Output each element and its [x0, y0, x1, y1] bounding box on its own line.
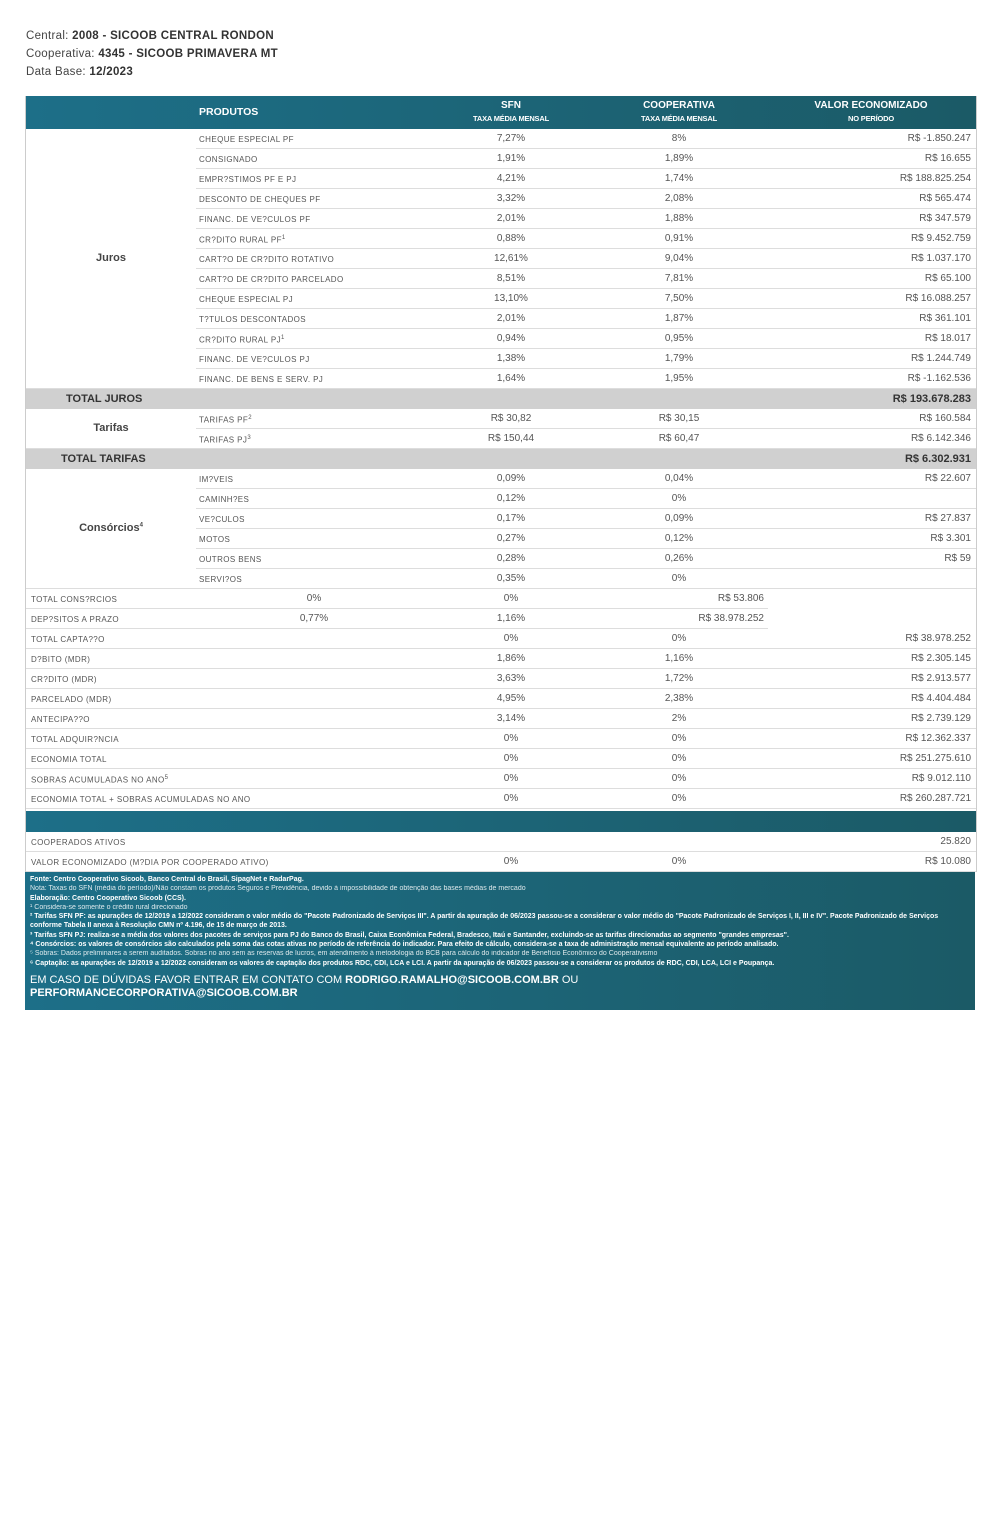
coop-rate: 0,26% [664, 553, 694, 564]
table-row [26, 149, 976, 169]
table-row [26, 789, 976, 809]
saved-value: R$ 18.017 [924, 333, 971, 344]
group-tarifas [26, 409, 976, 449]
coop-rate: 1,87% [664, 313, 694, 324]
sfn-rate: 4,21% [496, 173, 526, 184]
footnote-marker: 3 [247, 435, 252, 441]
coop-rate: 0% [671, 633, 687, 644]
sfn-rate: 1,64% [496, 373, 526, 384]
section-band [26, 811, 976, 832]
sfn-rate: 1,91% [496, 153, 526, 164]
row-label: PARCELADO (MDR) [31, 695, 112, 704]
sfn-rate: 0,12% [496, 493, 526, 504]
cooperative-label: Cooperativa: [26, 48, 95, 60]
sfn-rate: 13,10% [494, 293, 528, 304]
saved-value: R$ 65.100 [924, 273, 971, 284]
table-row [26, 189, 976, 209]
sfn-rate: 3,14% [496, 713, 526, 724]
saved-value: R$ -1.162.536 [907, 373, 971, 384]
coop-rate: R$ 60,47 [658, 433, 700, 444]
row-label: CR?DITO (MDR) [31, 675, 97, 684]
table-row [26, 689, 976, 709]
row-label: ANTECIPA??O [31, 715, 90, 724]
contact-email-2[interactable]: PERFORMANCECORPORATIVA@SICOOB.COM.BR [30, 986, 298, 999]
sfn-rate: R$ 30,82 [490, 413, 532, 424]
sfn-rate: 4,95% [496, 693, 526, 704]
saved-value: R$ 27.837 [924, 513, 971, 524]
footnote-marker: 1 [280, 335, 285, 341]
group-label: Consórcios$^4$ [79, 522, 143, 534]
database-label: Data Base: [26, 66, 86, 78]
product-name: FINANC. DE BENS E SERV. PJ [199, 375, 324, 384]
coop-rate: 0,95% [664, 333, 694, 344]
table-row [26, 649, 976, 669]
product-name: CHEQUE ESPECIAL PJ [199, 295, 294, 304]
saved-value: R$ 565.474 [919, 193, 971, 204]
saved-value: 25.820 [940, 836, 971, 847]
table-row [26, 589, 976, 609]
coop-rate: 0% [671, 493, 687, 504]
sfn-rate: 0,35% [496, 573, 526, 584]
header-coop-title: COOPERATIVA [643, 100, 715, 111]
group-label: Tarifas [93, 422, 129, 434]
footnote-line: Elaboração: Centro Cooperativo Sicoob (CCS). [30, 894, 186, 902]
footer-notes [25, 872, 975, 1010]
header-coop-sub: TAXA MÉDIA MENSAL [641, 114, 717, 123]
row-label: DEP?SITOS A PRAZO [31, 615, 120, 624]
coop-rate: 0,09% [664, 513, 694, 524]
sfn-rate: 8,51% [496, 273, 526, 284]
saved-value: R$ 2.305.145 [910, 653, 971, 664]
table-row [26, 289, 976, 309]
footnote-marker: 2 [248, 415, 252, 421]
coop-rate: 0,12% [664, 533, 694, 544]
coop-rate: 2% [671, 713, 687, 724]
coop-rate: 2,38% [664, 693, 694, 704]
coop-rate: 9,04% [664, 253, 694, 264]
table-row [26, 469, 976, 489]
table-row [26, 729, 976, 749]
table-row [26, 349, 976, 369]
sfn-rate: 0% [306, 593, 322, 604]
product-name: T?TULOS DESCONTADOS [199, 315, 307, 324]
central-label: Central: [26, 30, 69, 42]
saved-value: R$ 4.404.484 [910, 693, 971, 704]
sfn-rate: 7,27% [496, 133, 526, 144]
saved-value: R$ 260.287.721 [899, 793, 971, 804]
saved-value: R$ 347.579 [919, 213, 971, 224]
coop-rate: 1,16% [664, 653, 694, 664]
product-name: CR?DITO RURAL $PF^1$ [199, 235, 286, 245]
group-juros [26, 129, 976, 389]
saved-value: R$ 16.655 [924, 153, 971, 164]
sfn-rate: 0% [503, 773, 519, 784]
sfn-rate: 12,61% [494, 253, 528, 264]
group-consórcios [26, 469, 976, 589]
coop-rate: 0% [671, 573, 687, 584]
sfn-rate: 0% [503, 753, 519, 764]
row-label: SOBRAS ACUMULADAS NO ANO$^5$ [31, 775, 169, 785]
product-name: CR?DITO RURAL $PJ^1$ [199, 335, 285, 345]
coop-rate: 1,74% [664, 173, 694, 184]
table-row [26, 609, 976, 629]
product-name: FINANC. DE VE?CULOS PJ [199, 355, 310, 364]
table-row [26, 269, 976, 289]
product-name: VE?CULOS [199, 515, 245, 524]
sfn-rate: 2,01% [496, 313, 526, 324]
economy-table [25, 96, 977, 872]
footnote-marker: 1 [281, 235, 286, 241]
saved-value: R$ 53.806 [717, 593, 764, 604]
table-header [26, 96, 976, 129]
row-label: TOTAL CONS?RCIOS [31, 595, 118, 604]
coop-rate: R$ 30,15 [658, 413, 700, 424]
header-valor-title: VALOR ECONOMIZADO [814, 100, 928, 111]
saved-value: R$ 38.978.252 [698, 613, 764, 624]
sfn-rate: 0,88% [496, 233, 526, 244]
cooperative-info [26, 48, 278, 60]
header-cooperativa [599, 99, 759, 125]
row-label: TOTAL ADQUIR?NCIA [31, 735, 120, 744]
coop-rate: 0% [671, 753, 687, 764]
coop-rate: 0,04% [664, 473, 694, 484]
row-divider [26, 808, 976, 809]
saved-value: R$ 10.080 [924, 856, 971, 867]
footnote-line: ⁴ Consórcios: os valores de consórcios são calculados pela soma das cotas ativas no período de referência do indicador. Para efeito de cálculo, considera-se a taxa de administração mensal equivalente ao período analisado. [30, 941, 779, 949]
product-name: TARIFAS $PJ^3$ [199, 435, 252, 445]
table-row [26, 329, 976, 349]
sfn-rate: 0% [503, 856, 519, 867]
coop-rate: 1,88% [664, 213, 694, 224]
table-row [26, 669, 976, 689]
product-name: FINANC. DE VE?CULOS PF [199, 215, 311, 224]
table-row [26, 852, 976, 872]
product-name: CAMINH?ES [199, 495, 250, 504]
central-value: 2008 - SICOOB CENTRAL RONDON [72, 30, 274, 42]
total-value: R$ 6.302.931 [904, 453, 971, 465]
sfn-rate: 0,28% [496, 553, 526, 564]
product-name: SERVI?OS [199, 575, 243, 584]
sfn-rate: 0,09% [496, 473, 526, 484]
saved-value: R$ 1.037.170 [910, 253, 971, 264]
coop-rate: 1,95% [664, 373, 694, 384]
product-name: OUTROS BENS [199, 555, 262, 564]
coop-rate: 7,81% [664, 273, 694, 284]
saved-value: R$ 22.607 [924, 473, 971, 484]
sfn-rate: R$ 150,44 [487, 433, 535, 444]
coop-rate: 1,79% [664, 353, 694, 364]
table-row [26, 629, 976, 649]
saved-value: R$ 12.362.337 [905, 733, 971, 744]
product-name: DESCONTO DE CHEQUES PF [199, 195, 321, 204]
saved-value: R$ 9.452.759 [910, 233, 971, 244]
table-row [26, 709, 976, 729]
footnote-line: ⁶ Captação: as apurações de 12/2019 a 12/2022 consideram os valores de captação dos produtos RDC, CDI, LCA e LCI. A partir da apuração de 06/2023 passou-se a considerar os produtos de RDC, CDI, LCA, LCI e Poupança. [30, 959, 775, 967]
coop-rate: 8% [671, 133, 687, 144]
saved-value: R$ 38.978.252 [905, 633, 971, 644]
coop-rate: 1,89% [664, 153, 694, 164]
header-sfn-sub: TAXA MÉDIA MENSAL [473, 114, 549, 123]
product-name: MOTOS [199, 535, 231, 544]
saved-value: R$ 1.244.749 [910, 353, 971, 364]
table-row [26, 832, 976, 852]
row-label: TOTAL CAPTA??O [31, 635, 105, 644]
table-row [26, 209, 976, 229]
header-valor-sub: NO PERÍODO [848, 114, 894, 123]
saved-value: R$ 3.301 [930, 533, 971, 544]
coop-rate: 0% [671, 733, 687, 744]
row-label: VALOR ECONOMIZADO (M?DIA POR COOPERADO ATIVO) [31, 858, 269, 867]
footer-lines [30, 875, 970, 968]
footnote-line: ⁵ Sobras: Dados preliminares a serem auditados. Sobras no ano sem as reservas de lucros, em atendimento à metodologia do BCB para cálculo do indicador de Benefício Econômico do Cooperativismo [30, 950, 658, 958]
total-value: R$ 193.678.283 [892, 393, 971, 405]
footnote-line: ² Tarifas SFN PF: as apurações de 12/2019 a 12/2022 consideram o valor médio do "Pacote Padronizado de Serviços III". A partir da apuração de 06/2023 passou-se a considerar o valor médio do "Pacote Padronizado de Serviços I, II, III e IV". Pacote Padronizado de Serviços conforme Tabela II anexa à Resolução CMN nº 4.196, de 15 de março de 2013. [30, 913, 939, 930]
product-name: CART?O DE CR?DITO ROTATIVO [199, 255, 335, 264]
coop-rate: 0% [671, 793, 687, 804]
footer-box [25, 872, 975, 1010]
group-label: Juros [96, 252, 126, 264]
sfn-rate: 2,01% [496, 213, 526, 224]
coop-rate: 0% [671, 856, 687, 867]
cooperative-value: 4345 - SICOOB PRIMAVERA MT [98, 48, 279, 60]
table-row [26, 309, 976, 329]
coop-rate: 0,91% [664, 233, 694, 244]
sfn-rate: 0,77% [299, 613, 329, 624]
footnote-line: Nota: Taxas do SFN (média do período)/Não constam os produtos Seguros e Previdência, devido à impossibilidade de obtenção das bases médias de mercado [30, 885, 526, 893]
sfn-rate: 3,32% [496, 193, 526, 204]
saved-value: R$ 16.088.257 [905, 293, 971, 304]
header-valor [786, 99, 956, 125]
footnote-marker: 5 [164, 775, 169, 781]
table-row [26, 749, 976, 769]
footnote-marker: 4 [139, 522, 143, 529]
saved-value: R$ -1.850.247 [907, 133, 971, 144]
saved-value: R$ 2.739.129 [910, 713, 971, 724]
footnote-line: ³ Tarifas SFN PJ: realiza-se a média dos valores dos pacotes de serviços para PJ do Banco do Brasil, Caixa Econômica Federal, Bradesco, Itaú e Santander, excluindo-se as tarifas direcionadas ao segmento "grandes empresas". [30, 931, 789, 939]
product-name: CONSIGNADO [199, 155, 258, 164]
sfn-rate: 0% [503, 793, 519, 804]
sfn-rate: 3,63% [496, 673, 526, 684]
product-name: IM?VEIS [199, 475, 234, 484]
saved-value: R$ 251.275.610 [899, 753, 971, 764]
coop-rate: 7,50% [664, 293, 694, 304]
table-row [26, 229, 976, 249]
total-label: TOTAL JUROS [66, 393, 143, 405]
sfn-rate: 0,27% [496, 533, 526, 544]
header-produtos: PRODUTOS [199, 106, 259, 118]
sfn-rate: 1,86% [496, 653, 526, 664]
sfn-rate: 1,38% [496, 353, 526, 364]
contact-text [30, 974, 970, 1000]
saved-value: R$ 2.913.577 [910, 673, 971, 684]
coop-rate: 0% [503, 593, 519, 604]
header-sfn-title: SFN [501, 100, 521, 111]
saved-value: R$ 6.142.346 [910, 433, 971, 444]
table-row [26, 549, 976, 569]
total-row [26, 449, 976, 469]
coop-rate: 1,72% [664, 673, 694, 684]
table-row [26, 169, 976, 189]
sfn-rate: 0,17% [496, 513, 526, 524]
total-label: TOTAL TARIFAS [61, 453, 146, 465]
database-value: 12/2023 [89, 66, 134, 78]
product-name: TARIFAS $PF^2$ [199, 415, 252, 425]
table-row [26, 489, 976, 509]
table-row [26, 369, 976, 389]
table-body [26, 129, 976, 872]
central-info [26, 30, 274, 42]
product-name: CART?O DE CR?DITO PARCELADO [199, 275, 344, 284]
product-name: CHEQUE ESPECIAL PF [199, 135, 294, 144]
coop-rate: 0% [671, 773, 687, 784]
row-label: ECONOMIA TOTAL + SOBRAS ACUMULADAS NO ANO [31, 795, 251, 804]
saved-value: R$ 361.101 [919, 313, 971, 324]
saved-value: R$ 188.825.254 [899, 173, 971, 184]
footnote-line: ¹ Considera-se somente o crédito rural direcionado [30, 903, 188, 911]
coop-rate: 1,16% [496, 613, 526, 624]
saved-value: R$ 9.012.110 [911, 773, 971, 784]
sfn-rate: 0% [503, 633, 519, 644]
saved-value: R$ 160.584 [919, 413, 971, 424]
row-label: COOPERADOS ATIVOS [31, 838, 126, 847]
header-sfn [431, 99, 591, 125]
coop-rate: 2,08% [664, 193, 694, 204]
footnote-line: Fonte: Centro Cooperativo Sicoob, Banco Central do Brasil, SipagNet e RadarPag. [30, 876, 304, 883]
contact-email-1[interactable]: RODRIGO.RAMALHO@SICOOB.COM.BR [345, 973, 559, 986]
total-row [26, 389, 976, 409]
saved-value: R$ 59 [944, 553, 971, 564]
sfn-rate: 0,94% [496, 333, 526, 344]
table-row [26, 769, 976, 789]
product-name: EMPR?STIMOS PF E PJ [199, 175, 297, 184]
table-row [26, 129, 976, 149]
row-label: ECONOMIA TOTAL [31, 755, 107, 764]
sfn-rate: 0% [503, 733, 519, 744]
table-row [26, 569, 976, 589]
database-info [26, 66, 133, 78]
contact-or: OU [561, 973, 579, 986]
contact-prefix: EM CASO DE DÚVIDAS FAVOR ENTRAR EM CONTATO COM [30, 973, 343, 986]
row-label: D?BITO (MDR) [31, 655, 91, 664]
